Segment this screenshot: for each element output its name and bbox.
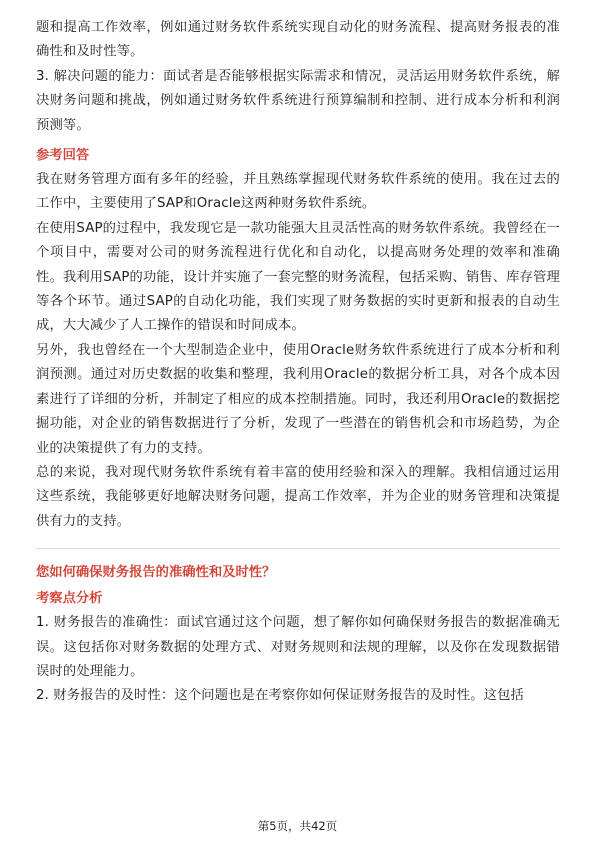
answer-paragraph-2: 在使用SAP的过程中，我发现它是一款功能强大且灵活性高的财务软件系统。我曾经在一个项目中，需要对公司的财务流程进行优化和自动化，以提高财务处理的效率和准确性。我利用SAP的功能，设计并实施了一套完整的财务流程，包括采购、销售、库存管理等各个环节。通过SAP的自动化功能，我们实现了财务数据的实时更新和报表的自动生成，大大减少了人工操作的错误和时间成本。 <box>36 220 560 334</box>
point-3: 3. 解决问题的能力：面试者是否能够根据实际需求和情况，灵活运用财务软件系统，解决财务问题和挑战，例如通过财务软件系统进行预算编制和控制、进行成本分析和利润预测等。 <box>36 68 560 133</box>
question-heading: 您如何确保财务报告的准确性和及时性？ <box>36 565 276 581</box>
answer-paragraph-4: 总的来说，我对现代财务软件系统有着丰富的使用经验和深入的理解。我相信通过运用这些系统，我能够更好地解决财务问题，提高工作效率，并为企业的财务管理和决策提供有力的支持。 <box>36 464 560 529</box>
page-number-footer: 第5页，共42页 <box>257 819 338 833</box>
intro-continuation: 题和提高工作效率，例如通过财务软件系统实现自动化的财务流程、提高财务报表的准确性和及时性等。 <box>36 20 560 60</box>
answer-paragraph-1: 我在财务管理方面有多年的经验，并且熟练掌握现代财务软件系统的使用。我在过去的工作中，主要使用了SAP和Oracle这两种财务软件系统。 <box>36 172 560 212</box>
reference-answer-heading: 参考回答 <box>36 148 90 164</box>
section-divider <box>36 548 560 549</box>
analysis-heading: 考察点分析 <box>36 591 103 607</box>
analysis-point-2: 2. 财务报告的及时性：这个问题也是在考察你如何保证财务报告的及时性。这包括 <box>36 688 525 704</box>
analysis-point-1: 1. 财务报告的准确性：面试官通过这个问题，想了解你如何确保财务报告的数据准确无误。这包括你对财务数据的处理方式、对财务规则和法规的理解，以及你在发现数据错误时的处理能力。 <box>36 615 560 679</box>
answer-paragraph-3: 另外，我也曾经在一个大型制造企业中，使用Oracle财务软件系统进行了成本分析和利润预测。通过对历史数据的收集和整理，我利用Oracle的数据分析工具，对各个成本因素进行了详细的分析，并制定了相应的成本控制措施。同时，我还利用Oracle的数据挖掘功能，对企业的销售数据进行了分析，发现了一些潜在的销售机会和市场趋势，为企业的决策提供了有力的支持。 <box>36 342 560 456</box>
document-page <box>36 16 560 709</box>
